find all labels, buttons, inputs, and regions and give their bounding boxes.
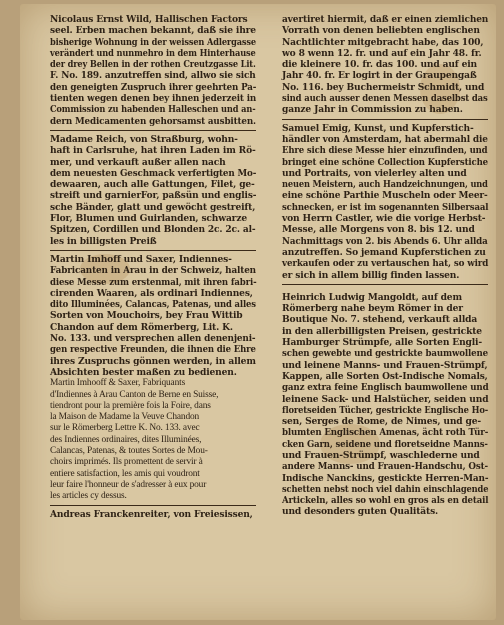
text-line: seel. Erben machen bekannt, daß sie ihre	[50, 25, 256, 37]
divider	[50, 250, 256, 251]
text-line: und Portraits, von vielerley alten und	[282, 167, 467, 179]
text-line: Nicolaus Ernst Wild, Hallischen Factors	[50, 14, 248, 25]
text-line: dern Medicamenten gehorsamst ausbitten.	[50, 115, 256, 127]
text-line: gen respective Freunden, die ihnen die Ehre	[50, 344, 256, 356]
text-line: dewaaren, auch alle Gattungen, Filet, ge-	[50, 179, 255, 191]
text-line: Sorten von Mouchoirs, bey Frau Wittib	[50, 310, 243, 322]
text-line: tienten wegen denen bey ihnen jederzeit in	[50, 93, 257, 105]
ad-madame-reich	[50, 134, 256, 247]
text-line: von Herrn Castler, wie die vorige Herbst-	[282, 213, 486, 225]
text-line: und Frauen-Strümpf, waschlederne und	[282, 449, 480, 461]
text-line: die kleinere 10. fr. das 100. und auf ein	[282, 59, 477, 71]
text-line: er sich in allem billig finden lassen.	[282, 269, 460, 281]
text-line: und leinene Manns- und Frauen-Strümpf,	[282, 359, 488, 371]
text-line: anzutreffen. So jemand Kupferstichen zu	[282, 246, 486, 258]
text-line: Chandon auf dem Römerberg, Lit. K.	[50, 321, 233, 333]
text-line: leinene Sack- und Halstücher, seiden und	[282, 393, 489, 405]
text-line: Madame Reich, von Straßburg, wohn-	[50, 133, 238, 145]
text-line: Martin Imhooff & Saxer, Fabriquants	[50, 378, 186, 389]
text-line: avertiret hiermit, daß er einen ziemlichen	[282, 14, 489, 25]
text-line: Nachtlichter mitgebracht habe, das 100,	[282, 36, 484, 48]
text-line: sche Bänder, glatt und gewöcht gestreift,	[50, 201, 256, 213]
text-line: Hamburger Strümpfe, alle Sorten Engli-	[282, 337, 482, 349]
text-line: eine schöne Parthie Muscheln oder Meer-	[282, 190, 488, 202]
text-line: andere Manns- und Frauen-Handschu, Ost-	[282, 461, 488, 473]
text-line: ihres Zuspruchs gönnen werden, in allem	[50, 355, 256, 367]
text-line: streift und garnierFor, paßsün und englis-	[50, 190, 257, 202]
text-line: sur le Römerberg Lettre K. No. 133. avec	[50, 423, 200, 434]
text-line: cken Garn, seidene und floretseidne Manns-	[282, 438, 488, 450]
text-line: No. 133. und versprechen allen denenjeni-	[50, 333, 256, 345]
text-line: Artickeln, alles so wohl en gros als en detail	[282, 495, 489, 507]
text-line: Fabricanten in Arau in der Schweiz, halten	[50, 265, 256, 277]
text-line: schen gewebte und gestrickte baumwollene	[282, 348, 488, 360]
text-line: d'Indiennes à Arau Canton de Berne en Suisse,	[50, 389, 219, 400]
text-line: den geneigten Zuspruch ihrer geehrten Pa-	[50, 81, 257, 93]
text-line: der drey Bellen in der rothen Creutzgasse Lit.	[50, 59, 256, 71]
left-column	[50, 14, 256, 521]
text-line: No. 116. bey Buchermeistr Schmidt, und	[282, 81, 485, 93]
divider	[50, 130, 256, 131]
text-line: Messe, alle Morgens von 8. bis 12. und	[282, 224, 475, 236]
text-line: floretseiden Tücher, gestrickte Englische Ho-	[282, 404, 489, 416]
text-line: ganz extra feine Englisch baumwollene und	[282, 382, 489, 394]
text-line: Indische Nanckins, gestickte Herren-Man-	[282, 472, 489, 484]
text-line: la Maison de Madame la Veuve Chandon	[50, 412, 200, 423]
text-line: tiendront pour la première fois la Foire, dans	[50, 400, 211, 411]
text-line: Jahr 40. fr. Er logirt in der Graupengaß	[282, 70, 477, 82]
right-column	[282, 14, 488, 518]
text-line: und desonders guten Qualitäts.	[282, 506, 439, 518]
text-line: schnecken, er ist im sogenannten Silbersaal	[282, 201, 489, 213]
text-line: wo 8 wenn 12. fr. und auf ein Jahr 48. fr.	[282, 47, 482, 59]
ad-samuel-emig	[282, 123, 488, 281]
text-line: diese Messe zum erstenmal, mit ihren fabri-	[50, 276, 257, 288]
text-line: choirs imprimés. Ils promettent de servir à	[50, 457, 203, 468]
text-line: blumten Englischen Amenas, ächt roth Tür-	[282, 427, 489, 439]
text-line: bringet eine schöne Collection Kupferstiche	[282, 156, 488, 168]
text-line: Heinrich Ludwig Mangoldt, auf dem	[282, 291, 462, 303]
text-line: Boutique No. 7. stehend, verkauft allda	[282, 314, 478, 326]
text-line: des Indiennes ordinaires, dites Illuminées,	[50, 434, 202, 445]
ad-mangoldt	[282, 292, 488, 518]
ad-franckenreiter-continued	[282, 14, 488, 116]
text-line: Commission zu habenden Halleschen und an-	[50, 104, 256, 116]
divider	[282, 284, 488, 285]
text-line: Flor, Blumen und Guirlanden, schwarze	[50, 213, 247, 225]
text-line: F. No. 189. anzutreffen sind, allwo sie sich	[50, 70, 256, 82]
text-line: Vorrath von denen beliebten englischen	[282, 25, 480, 37]
newspaper-page	[20, 4, 496, 620]
text-line: Martin Imhoff und Saxer, Indiennes-	[50, 253, 232, 265]
ad-franckenreiter-heading	[50, 509, 256, 520]
text-line: les articles cy dessus.	[50, 491, 127, 502]
text-line: Calancas, Patenas, & toutes Sortes de Mou-	[50, 445, 208, 456]
text-line: schetten nebst noch viel dahin einschlagende	[282, 483, 489, 495]
ad-imhoff-saxer-french	[50, 378, 256, 502]
text-line: verkaufen oder zu vertauschen hat, so wird	[282, 258, 489, 270]
text-line: händler von Amsterdam, hat abermahl die	[282, 133, 488, 145]
text-line: in den allerbilligsten Preisen, gestrickte	[282, 325, 482, 337]
text-line: bisherige Wohnung in der weissen Adlergasse	[50, 36, 256, 48]
text-line: leur faire l'honneur de s'adresser à eux pour	[50, 479, 207, 490]
text-line: neuen Meistern, auch Handzeichnungen, und	[282, 179, 488, 191]
text-line: entiere satisfaction, les amis qui voudront	[50, 468, 200, 479]
text-line: Andreas Franckenreiter, von Freiesissen,	[50, 509, 253, 521]
divider	[282, 119, 488, 120]
text-line: mer, und verkauft außer allen nach	[50, 156, 226, 168]
text-line: ganze Jahr in Commission zu haben.	[282, 104, 463, 116]
text-line: sen, Serges de Rome, de Nimes, und ge-	[282, 416, 481, 428]
text-line: Kappen, alle Sorten Ost-Indische Nomals,	[282, 370, 488, 382]
text-line: les in billigsten Preiß	[50, 235, 157, 247]
ad-wild-pharmacy	[50, 14, 256, 127]
text-line: cirenden Waaren, als ordinari Indiennes,	[50, 287, 253, 299]
text-line: haft in Carlsruhe, hat ihren Laden im Rö-	[50, 145, 256, 157]
divider	[50, 505, 256, 506]
text-line: sind auch ausser denen Messen daselbst das	[282, 93, 488, 105]
text-line: verändert und nunmehro in dem Hinterhause	[50, 47, 256, 59]
text-line: Spitzen, Cordillen und Blonden 2c. 2c. al-	[50, 224, 256, 236]
text-line: dito Illuminées, Calancas, Patenas, und alles	[50, 299, 256, 311]
text-line: Samuel Emig, Kunst, und Kupferstich-	[282, 122, 474, 134]
text-line: dem neuesten Geschmack verfertigten Mo-	[50, 167, 257, 179]
text-line: Ehre sich diese Messe hier einzufinden, und	[282, 145, 488, 157]
text-line: Nachmittags von 2. bis Abends 6. Uhr allda	[282, 235, 488, 247]
text-line: Absichten bester maßen zu bedienen.	[50, 366, 237, 378]
text-line: Römerberg nahe beym Römer in der	[282, 303, 463, 315]
ad-imhoff-saxer-german	[50, 254, 256, 378]
